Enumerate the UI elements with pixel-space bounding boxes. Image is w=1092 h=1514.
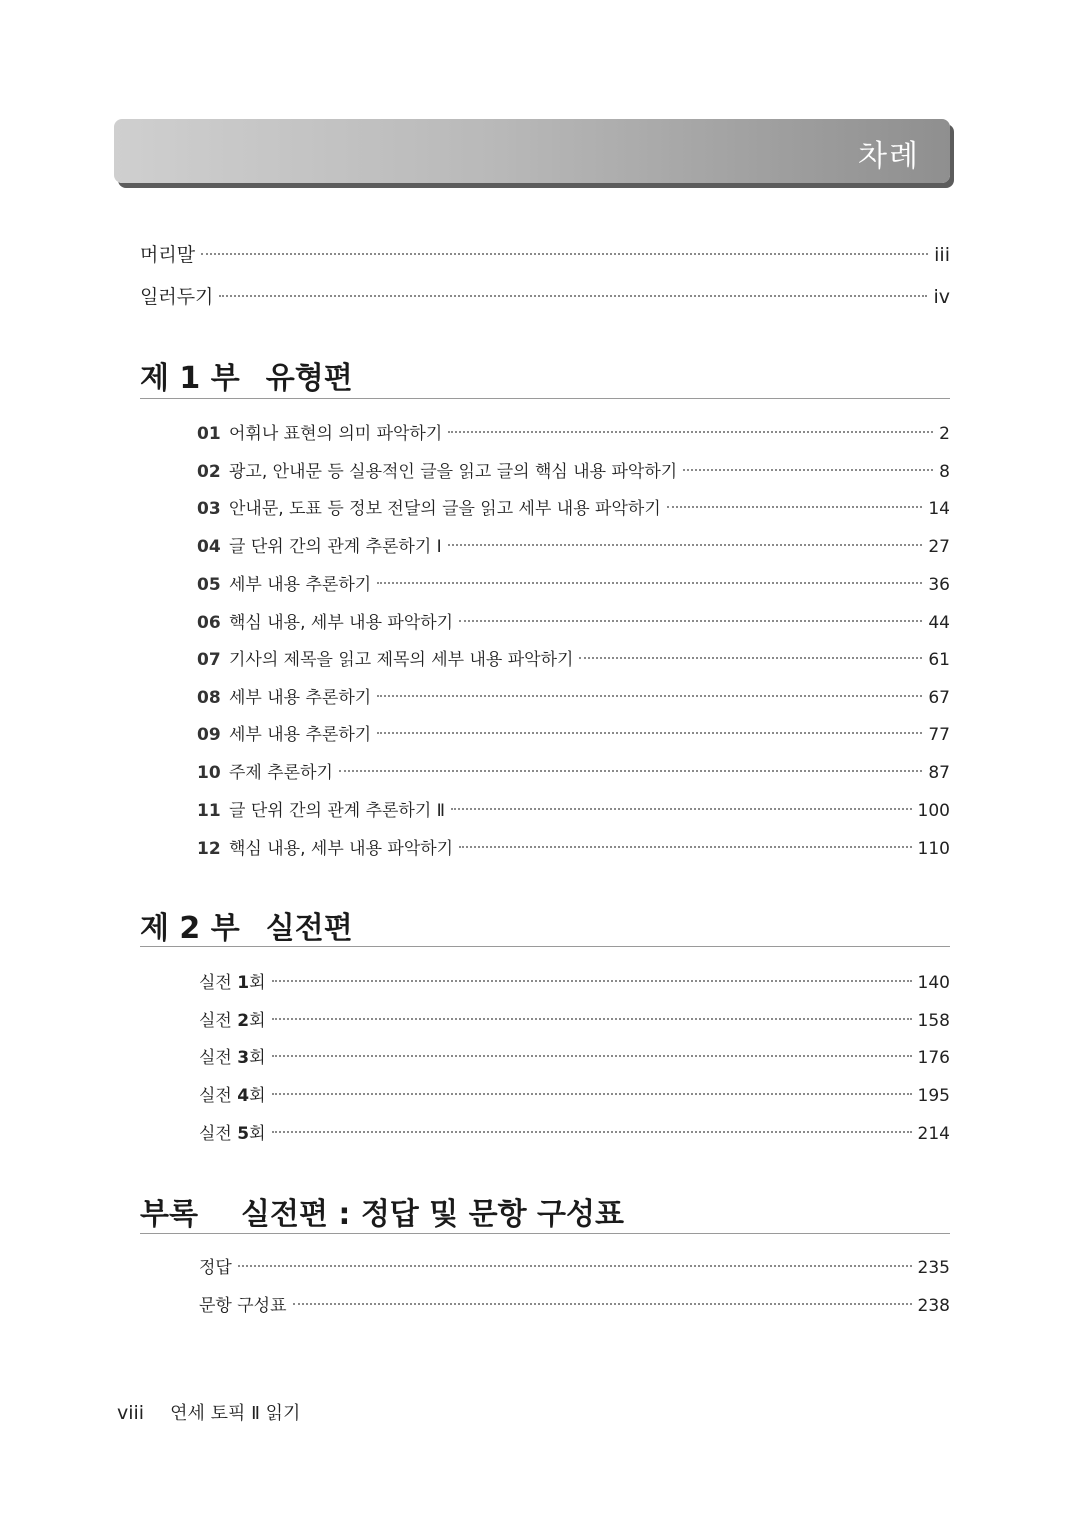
entry-page: 140: [917, 973, 950, 993]
dot-leader: [377, 695, 922, 697]
dot-leader: [272, 1131, 912, 1133]
entry-page: 36: [928, 575, 950, 595]
entry-title: 실전 5회: [199, 1124, 266, 1144]
divider: [140, 946, 950, 947]
entry-title: 핵심 내용, 세부 내용 파악하기: [229, 839, 454, 859]
page-footer: [117, 1399, 300, 1425]
entry-number: 07: [197, 650, 221, 670]
toc-entry-preface: [140, 242, 950, 268]
toc-entry: [197, 610, 950, 636]
dot-leader: [448, 431, 933, 433]
dot-leader: [667, 506, 923, 508]
entry-title: 글 단위 간의 관계 추론하기 Ⅰ: [229, 537, 442, 557]
entry-title: 문항 구성표: [199, 1296, 287, 1316]
entry-number: 12: [197, 839, 221, 859]
entry-page: 44: [928, 613, 950, 633]
toc-entry: [197, 534, 950, 560]
entry-title: 실전 2회: [199, 1011, 266, 1031]
dot-leader: [272, 1018, 912, 1020]
dot-leader: [201, 253, 928, 255]
toc-entry: [197, 572, 950, 598]
entry-page: 2: [939, 424, 950, 444]
toc-entry: [197, 836, 950, 862]
dot-leader: [459, 620, 922, 622]
dot-leader: [377, 582, 922, 584]
entry-number: 06: [197, 613, 221, 633]
toc-entry: [199, 1293, 950, 1319]
dot-leader: [272, 1055, 912, 1057]
book-title: 연세 토픽 Ⅱ 읽기: [170, 1403, 301, 1424]
entry-title: 세부 내용 추론하기: [229, 575, 372, 595]
entry-page: iii: [934, 244, 950, 266]
dot-leader: [377, 732, 922, 734]
entry-title: 어휘나 표현의 의미 파악하기: [229, 424, 443, 444]
toc-entry: [199, 1083, 950, 1109]
toc-entry: [197, 685, 950, 711]
entry-page: 235: [917, 1258, 950, 1278]
entry-number: 10: [197, 763, 221, 783]
entry-title: 실전 3회: [199, 1048, 266, 1068]
dot-leader: [448, 544, 923, 546]
toc-entry: [199, 1045, 950, 1071]
entry-title: 머리말: [140, 244, 196, 266]
appendix-heading: [140, 1189, 624, 1233]
toc-entry: [197, 496, 950, 522]
entry-page: 158: [917, 1011, 950, 1031]
toc-entry: [199, 1008, 950, 1034]
toc-entry: [197, 798, 950, 824]
entry-title: 핵심 내용, 세부 내용 파악하기: [229, 613, 454, 633]
entry-page: 195: [917, 1086, 950, 1106]
entry-title: 광고, 안내문 등 실용적인 글을 읽고 글의 핵심 내용 파악하기: [229, 462, 678, 482]
toc-title: 차례: [858, 139, 920, 174]
entry-page: 61: [928, 650, 950, 670]
entry-page: 8: [939, 462, 950, 482]
dot-leader: [272, 1093, 912, 1095]
entry-page: iv: [933, 286, 950, 308]
entry-page: 238: [917, 1296, 950, 1316]
entry-title: 기사의 제목을 읽고 제목의 세부 내용 파악하기: [229, 650, 574, 670]
toc-header-banner: [114, 119, 950, 183]
entry-title: 실전 4회: [199, 1086, 266, 1106]
entry-page: 67: [928, 688, 950, 708]
part1-heading: [140, 353, 353, 397]
dot-leader: [272, 980, 912, 982]
part-label: 제 1 부: [140, 361, 240, 396]
entry-page: 14: [928, 499, 950, 519]
entry-page: 214: [917, 1124, 950, 1144]
entry-title: 주제 추론하기: [229, 763, 333, 783]
entry-page: 100: [917, 801, 950, 821]
entry-number: 09: [197, 725, 221, 745]
dot-leader: [451, 808, 912, 810]
entry-title: 정답: [199, 1258, 232, 1278]
entry-number: 08: [197, 688, 221, 708]
part-title: 실전편 : 정답 및 문항 구성표: [241, 1197, 624, 1232]
entry-number: 05: [197, 575, 221, 595]
entry-page: 176: [917, 1048, 950, 1068]
toc-entry: [199, 970, 950, 996]
dot-leader: [219, 295, 927, 297]
part-label: 부록: [140, 1197, 198, 1232]
part-label: 제 2 부: [140, 911, 240, 946]
toc-entry: [199, 1121, 950, 1147]
dot-leader: [579, 657, 922, 659]
entry-number: 04: [197, 537, 221, 557]
entry-title: 세부 내용 추론하기: [229, 725, 372, 745]
part-title: 유형편: [265, 361, 353, 396]
part2-heading: [140, 903, 353, 947]
entry-page: 27: [928, 537, 950, 557]
dot-leader: [339, 770, 922, 772]
entry-title: 안내문, 도표 등 정보 전달의 글을 읽고 세부 내용 파악하기: [229, 499, 661, 519]
entry-number: 11: [197, 801, 221, 821]
entry-title: 글 단위 간의 관계 추론하기 Ⅱ: [229, 801, 446, 821]
toc-entry: [197, 722, 950, 748]
dot-leader: [238, 1265, 912, 1267]
toc-entry: [197, 647, 950, 673]
toc-entry: [197, 421, 950, 447]
entry-title: 실전 1회: [199, 973, 266, 993]
toc-entry: [197, 760, 950, 786]
entry-page: 77: [928, 725, 950, 745]
entry-number: 02: [197, 462, 221, 482]
toc-entry: [199, 1255, 950, 1281]
toc-entry: [197, 459, 950, 485]
divider: [140, 1233, 950, 1234]
entry-page: 87: [928, 763, 950, 783]
divider: [140, 398, 950, 399]
dot-leader: [683, 469, 933, 471]
dot-leader: [293, 1303, 912, 1305]
toc-entry-guide: [140, 284, 950, 310]
entry-title: 일러두기: [140, 286, 214, 308]
entry-number: 01: [197, 424, 221, 444]
entry-number: 03: [197, 499, 221, 519]
dot-leader: [459, 846, 911, 848]
part-title: 실전편: [265, 911, 353, 946]
entry-page: 110: [917, 839, 950, 859]
page-number: viii: [117, 1402, 145, 1424]
entry-title: 세부 내용 추론하기: [229, 688, 372, 708]
